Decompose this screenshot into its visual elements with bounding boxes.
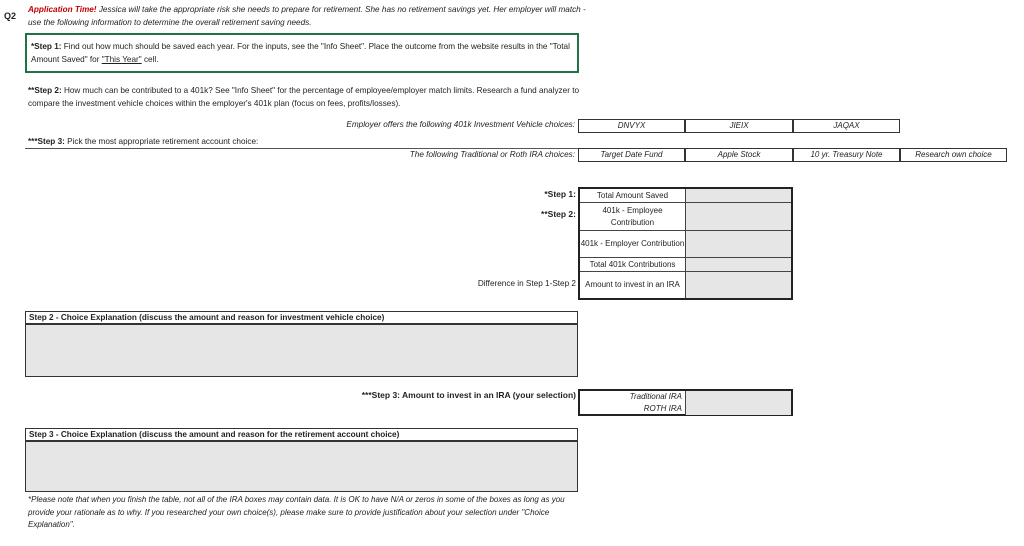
table-row bbox=[580, 391, 791, 403]
step2-instructions bbox=[28, 85, 580, 110]
ira-choice-4[interactable]: Research own choice bbox=[900, 148, 1007, 162]
row-label: 401k - Employee Contribution bbox=[580, 203, 686, 230]
table-row bbox=[580, 403, 791, 415]
ira-choice-2[interactable]: Apple Stock bbox=[685, 148, 793, 162]
total-amount-saved-input[interactable] bbox=[686, 189, 791, 202]
ira-amount-input[interactable] bbox=[686, 272, 791, 298]
step3-instructions bbox=[28, 137, 258, 146]
total-401k-input[interactable] bbox=[686, 258, 791, 271]
step1-tail: cell. bbox=[141, 55, 159, 64]
step2-lead: **Step 2: bbox=[28, 86, 62, 95]
table-row bbox=[580, 258, 791, 272]
summary-step2-label: **Step 2: bbox=[541, 209, 576, 219]
step1-body: Find out how much should be saved each year. For the inputs, see the "Info Sheet". Place the outcome from the website results in the "Total Amount Saved" for bbox=[31, 42, 570, 64]
table-row bbox=[580, 231, 791, 258]
step3-lead: ***Step 3: bbox=[28, 137, 65, 146]
ira-choice-3[interactable]: 10 yr. Treasury Note bbox=[793, 148, 900, 162]
employer-choice-2[interactable]: JIEIX bbox=[685, 119, 793, 133]
ira-choice-1[interactable]: Target Date Fund bbox=[578, 148, 685, 162]
summary-step1-label: *Step 1: bbox=[544, 189, 576, 199]
step2-explanation-header: Step 2 - Choice Explanation (discuss the amount and reason for investment vehicle choice) bbox=[25, 311, 578, 324]
employer-choice-3[interactable]: JAQAX bbox=[793, 119, 900, 133]
intro-body: Jessica will take the appropriate risk she needs to prepare for retirement. She has no retirement savings yet. Her employer will match - use the following information to determine the overall retirement saving needs. bbox=[28, 5, 586, 27]
step1-lead: *Step 1: bbox=[31, 42, 62, 51]
ira-choices-label: The following Traditional or Roth IRA choices: bbox=[409, 150, 575, 159]
employer-contribution-input[interactable] bbox=[686, 231, 791, 257]
intro-lead: Application Time! bbox=[28, 5, 97, 14]
intro-text bbox=[28, 4, 588, 29]
question-label: Q2 bbox=[4, 11, 17, 21]
ira-selection-table bbox=[578, 389, 793, 416]
employer-choice-1[interactable]: DNVYX bbox=[578, 119, 685, 133]
employer-choices-label: Employer offers the following 401k Investment Vehicle choices: bbox=[346, 120, 575, 129]
employee-contribution-input[interactable] bbox=[686, 203, 791, 230]
row-label: ROTH IRA bbox=[580, 403, 686, 415]
footnote: *Please note that when you finish the table, not all of the IRA boxes may contain data. It is OK to have N/A or zeros in some of the boxes as long as you provide your rationale as to why. If you researched your own choice(s), please make sure to provide justification about your selection under "Choice Explanation". bbox=[28, 495, 565, 529]
row-label: Traditional IRA bbox=[580, 391, 686, 403]
table-row bbox=[580, 203, 791, 231]
row-label: 401k - Employer Contribution bbox=[580, 231, 686, 257]
difference-label: Difference in Step 1-Step 2 bbox=[477, 279, 576, 288]
row-label: Total 401k Contributions bbox=[580, 258, 686, 271]
row-label: Total Amount Saved bbox=[580, 189, 686, 202]
summary-table bbox=[578, 187, 793, 300]
step3-explanation-header: Step 3 - Choice Explanation (discuss the amount and reason for the retirement account choice) bbox=[25, 428, 578, 441]
table-row bbox=[580, 189, 791, 203]
divider bbox=[25, 148, 578, 149]
roth-ira-input[interactable] bbox=[686, 403, 791, 415]
step3-amount-label: ***Step 3: Amount to invest in an IRA (your selection) bbox=[361, 390, 576, 400]
step2-explanation-input[interactable] bbox=[25, 324, 578, 377]
traditional-ira-input[interactable] bbox=[686, 391, 791, 403]
step2-body: How much can be contributed to a 401k? See "Info Sheet" for the percentage of employee/employer match limits. Research a fund analyzer to compare the investment vehicle choices within the employer's 401k plan (focus on fees, profits/losses). bbox=[28, 86, 580, 108]
step1-instructions-cell[interactable] bbox=[25, 33, 579, 73]
row-label: Amount to invest in an IRA bbox=[580, 272, 686, 298]
step3-explanation-input[interactable] bbox=[25, 441, 578, 492]
table-row bbox=[580, 272, 791, 298]
step3-body: Pick the most appropriate retirement account choice: bbox=[64, 137, 259, 146]
this-year-link: "This Year" bbox=[101, 55, 142, 64]
